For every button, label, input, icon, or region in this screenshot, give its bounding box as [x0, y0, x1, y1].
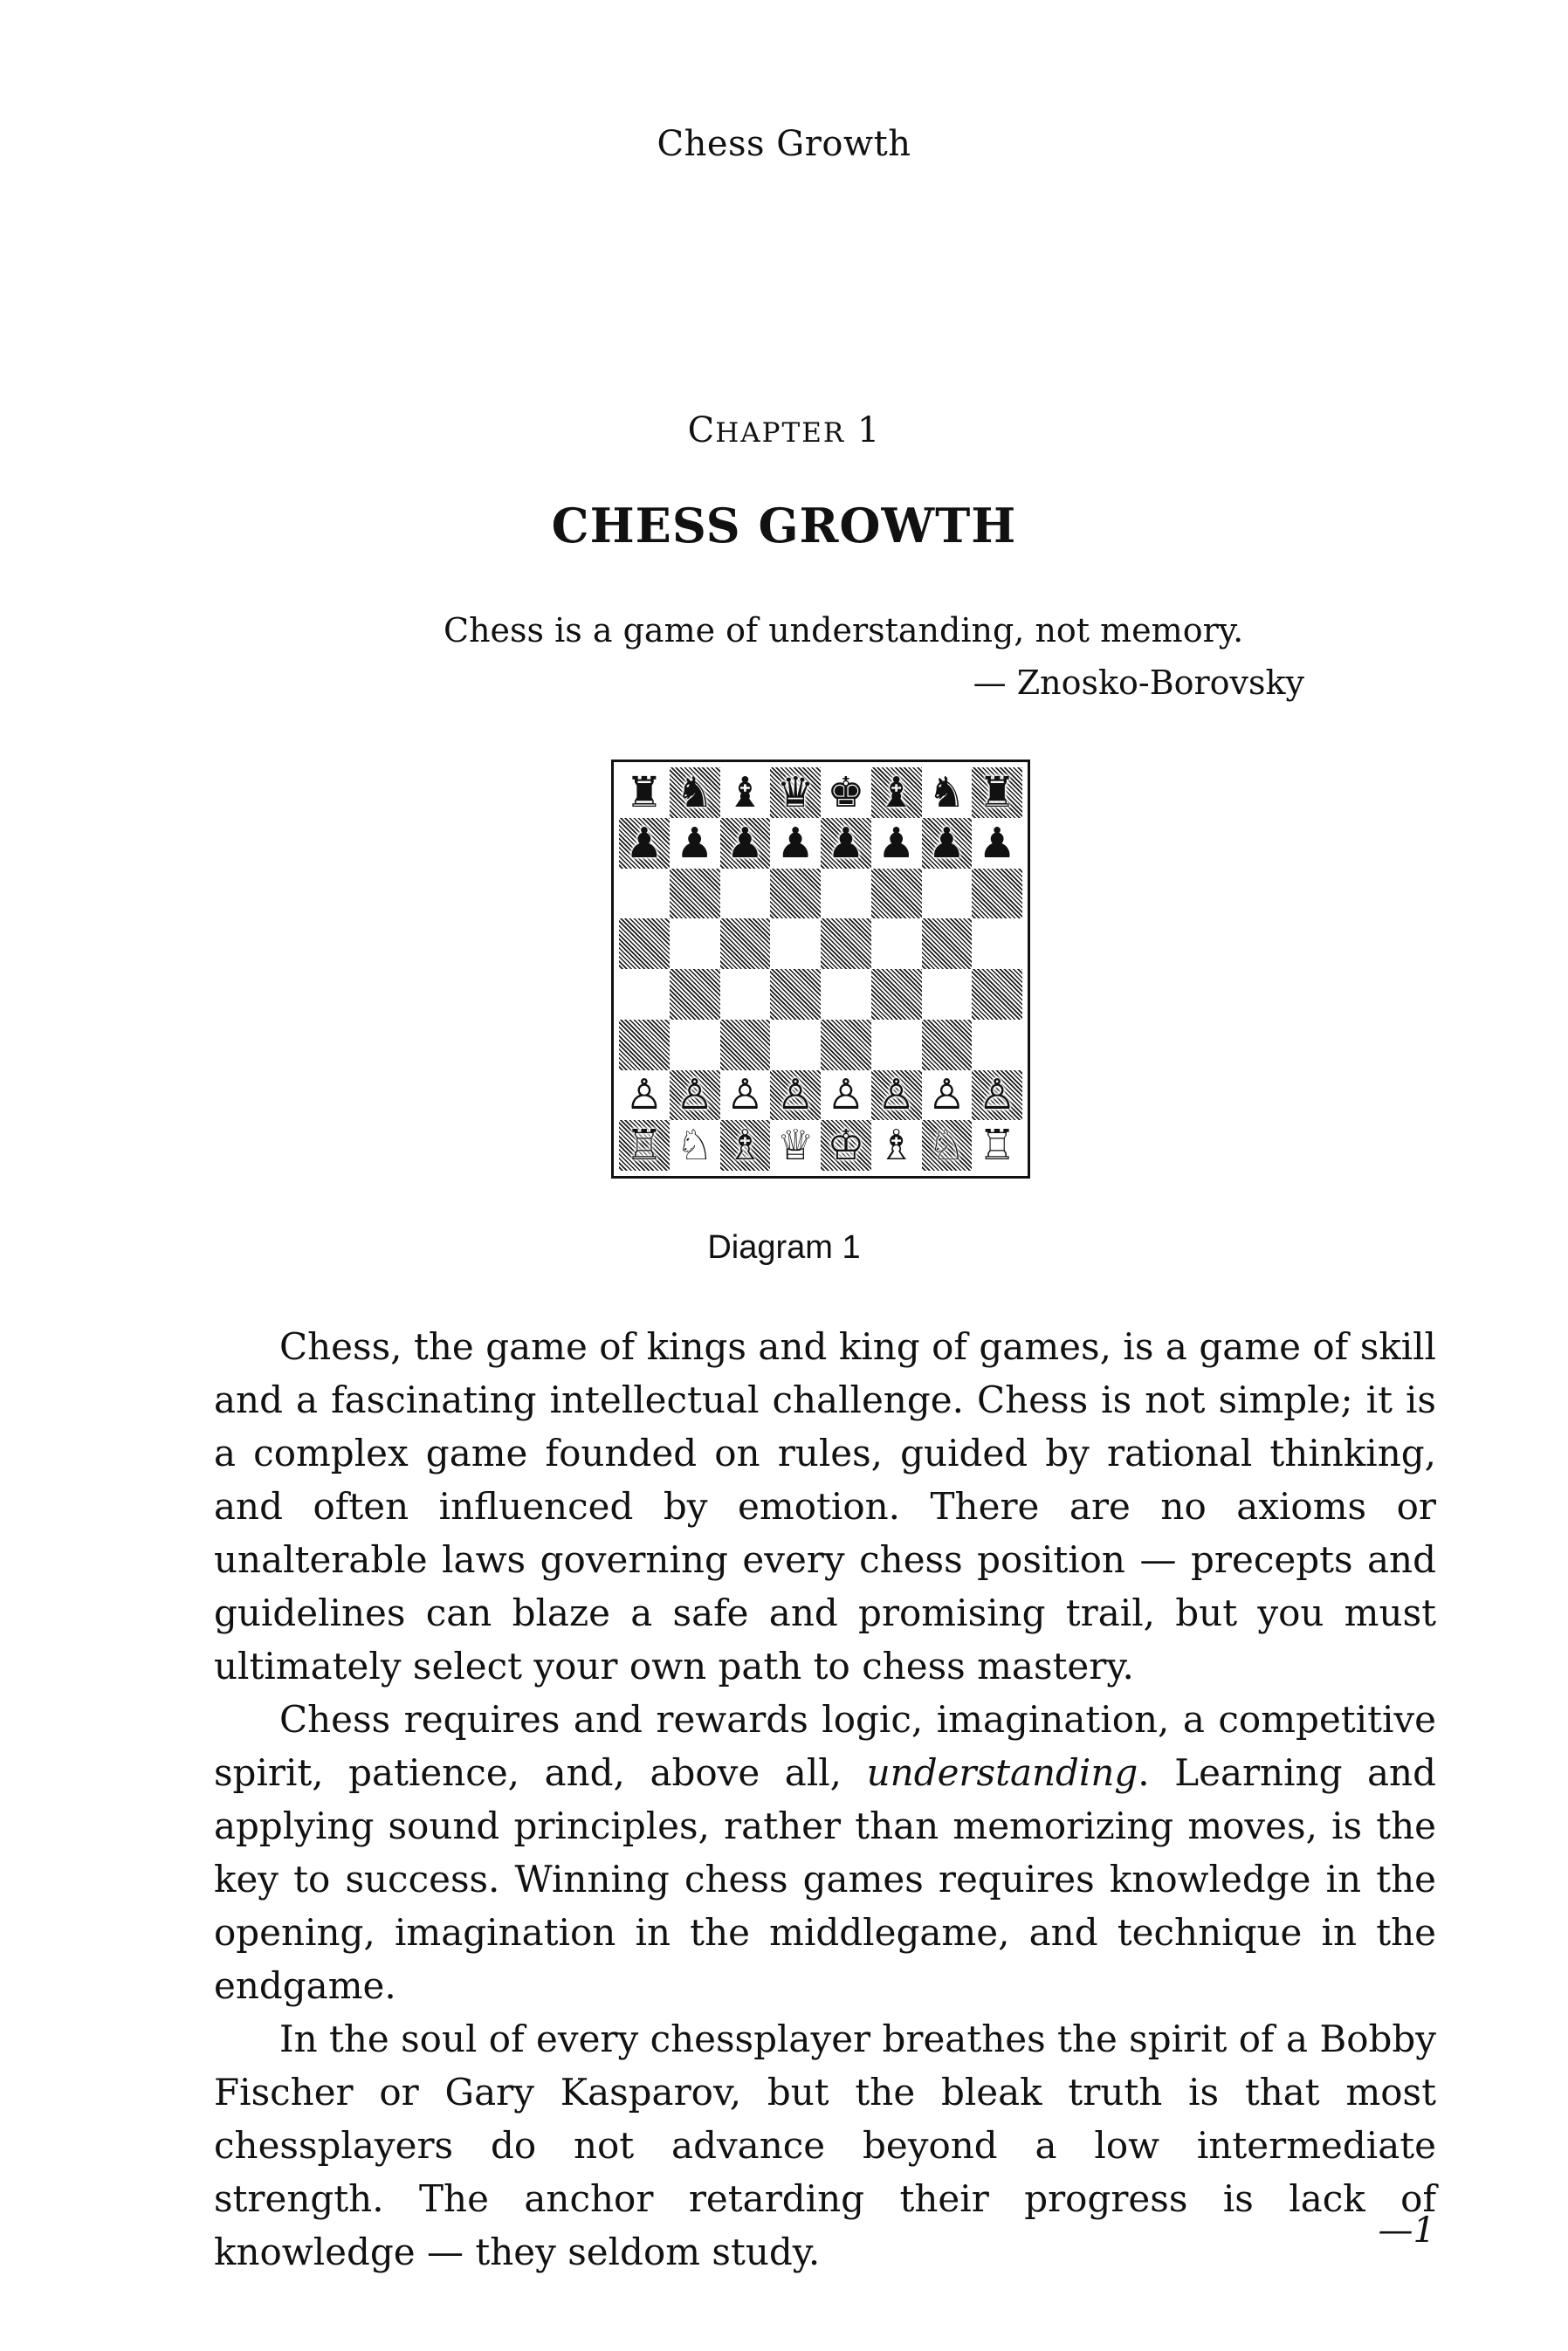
board-square	[670, 918, 720, 969]
chess-piece: ♟	[676, 818, 714, 868]
page-number: —1	[1378, 2210, 1435, 2251]
paragraph-3: In the soul of every chessplayer breathes the spirit of a Bobby Fischer or Gary Kasparov, but the bleak truth is that most chessplayers do not advance beyond a low intermediate strength. The anchor retarding their progress is lack of knowledge — they seldom study.	[214, 2018, 1436, 2273]
board-square	[720, 818, 771, 869]
board-square	[871, 869, 922, 919]
chess-piece: ♝	[877, 767, 916, 817]
board-square	[972, 918, 1022, 969]
board-square	[770, 767, 821, 818]
chess-piece: ♕	[776, 1121, 815, 1171]
board-square	[670, 1070, 720, 1121]
board-square	[770, 969, 821, 1020]
board-square	[922, 767, 973, 818]
chess-piece: ♜	[978, 767, 1016, 817]
chess-piece: ♛	[776, 767, 815, 817]
chess-piece: ♘	[927, 1121, 966, 1171]
board-square	[871, 1020, 922, 1070]
board-square	[922, 969, 973, 1020]
chess-piece: ♟	[625, 818, 664, 868]
chess-diagram	[611, 760, 1030, 1179]
chapter-number: 1	[856, 410, 881, 450]
board-square	[670, 1120, 720, 1171]
chess-piece: ♙	[625, 1070, 664, 1120]
board-square	[720, 1120, 771, 1171]
chapter-title: CHESS GROWTH	[551, 498, 1017, 553]
board-square	[619, 767, 670, 818]
board-square	[821, 918, 871, 969]
paragraph-2-emphasis: understanding	[866, 1751, 1138, 1794]
chess-piece: ♔	[827, 1121, 865, 1171]
board-square	[619, 1120, 670, 1171]
board-square	[670, 818, 720, 869]
chess-piece: ♗	[726, 1121, 764, 1171]
board-square	[972, 1120, 1022, 1171]
chess-piece: ♞	[927, 767, 966, 817]
board-square	[619, 818, 670, 869]
board-square	[922, 1020, 973, 1070]
board-square	[619, 1020, 670, 1070]
board-square	[720, 969, 771, 1020]
board-square	[821, 969, 871, 1020]
chess-board	[619, 767, 1022, 1171]
board-square	[670, 969, 720, 1020]
board-square	[670, 869, 720, 919]
board-square	[821, 869, 871, 919]
board-square	[720, 767, 771, 818]
chess-piece: ♖	[978, 1121, 1016, 1171]
board-square	[972, 969, 1022, 1020]
paragraph-2	[214, 1693, 1436, 2012]
board-square	[770, 1120, 821, 1171]
board-square	[922, 1070, 973, 1121]
board-square	[770, 869, 821, 919]
board-square	[972, 818, 1022, 869]
chess-piece: ♗	[877, 1121, 916, 1171]
chess-piece: ♘	[676, 1121, 714, 1171]
epigraph-quote: Chess is a game of understanding, not memory.	[444, 611, 1244, 650]
board-square	[871, 1120, 922, 1171]
board-square	[821, 767, 871, 818]
chess-piece: ♟	[827, 818, 865, 868]
board-square	[871, 969, 922, 1020]
chess-piece: ♟	[927, 818, 966, 868]
board-square	[720, 1020, 771, 1070]
chess-piece: ♙	[776, 1070, 815, 1120]
paragraph-2-start: Chess requires and rewards logic, imagination, a competitive spirit, patience, and, above all,	[214, 1698, 1436, 1794]
board-square	[821, 1070, 871, 1121]
board-square	[670, 1020, 720, 1070]
chess-piece: ♚	[827, 767, 865, 817]
board-square	[871, 1070, 922, 1121]
board-square	[619, 869, 670, 919]
board-square	[619, 918, 670, 969]
board-square	[972, 869, 1022, 919]
paragraph-2-end: . Learning and applying sound principles, rather than memorizing moves, is the key to success. Winning chess games requires knowledge in the opening, imagination in the middlegame, and technique in the endgame.	[214, 1751, 1436, 2007]
board-square	[821, 1120, 871, 1171]
chapter-label-initial: C	[687, 410, 716, 450]
board-square	[619, 1070, 670, 1121]
board-square	[770, 1020, 821, 1070]
board-square	[972, 1070, 1022, 1121]
board-square	[972, 767, 1022, 818]
chess-piece: ♙	[676, 1070, 714, 1120]
board-square	[720, 1070, 771, 1121]
chess-piece: ♟	[877, 818, 916, 868]
board-square	[922, 818, 973, 869]
chess-piece: ♝	[726, 767, 764, 817]
board-square	[720, 869, 771, 919]
chess-piece: ♙	[877, 1070, 916, 1120]
chess-piece: ♙	[927, 1070, 966, 1120]
epigraph-attribution: — Znosko-Borovsky	[973, 663, 1304, 702]
chess-piece: ♖	[625, 1121, 664, 1171]
board-square	[770, 918, 821, 969]
board-square	[922, 1120, 973, 1171]
board-square	[871, 818, 922, 869]
chess-piece: ♟	[978, 818, 1016, 868]
chess-piece: ♙	[978, 1070, 1016, 1120]
board-square	[972, 1020, 1022, 1070]
board-square	[922, 869, 973, 919]
board-square	[871, 767, 922, 818]
board-square	[821, 1020, 871, 1070]
diagram-caption: Diagram 1	[707, 1229, 861, 1266]
chess-piece: ♟	[776, 818, 815, 868]
chess-piece: ♙	[827, 1070, 865, 1120]
board-square	[770, 1070, 821, 1121]
board-square	[619, 969, 670, 1020]
chess-piece: ♞	[676, 767, 714, 817]
body-text	[214, 1320, 1436, 2279]
board-square	[821, 818, 871, 869]
chess-piece: ♟	[726, 818, 764, 868]
board-square	[922, 918, 973, 969]
board-square	[720, 918, 771, 969]
board-square	[770, 818, 821, 869]
chapter-label	[0, 410, 1568, 450]
board-square	[871, 918, 922, 969]
paragraph-1: Chess, the game of kings and king of games, is a game of skill and a fascinating intellectual challenge. Chess is not simple; it is a complex game founded on rules, guided by rational thinking, and often influenced by emotion. There are no axioms or unalterable laws governing every chess position — precepts and guidelines can blaze a safe and promising trail, but you must ultimately select your own path to chess mastery.	[214, 1325, 1436, 1688]
chess-piece: ♙	[726, 1070, 764, 1120]
running-head: Chess Growth	[657, 124, 911, 164]
chapter-label-rest: HAPTER	[715, 417, 846, 449]
board-square	[670, 767, 720, 818]
chess-piece: ♜	[625, 767, 664, 817]
